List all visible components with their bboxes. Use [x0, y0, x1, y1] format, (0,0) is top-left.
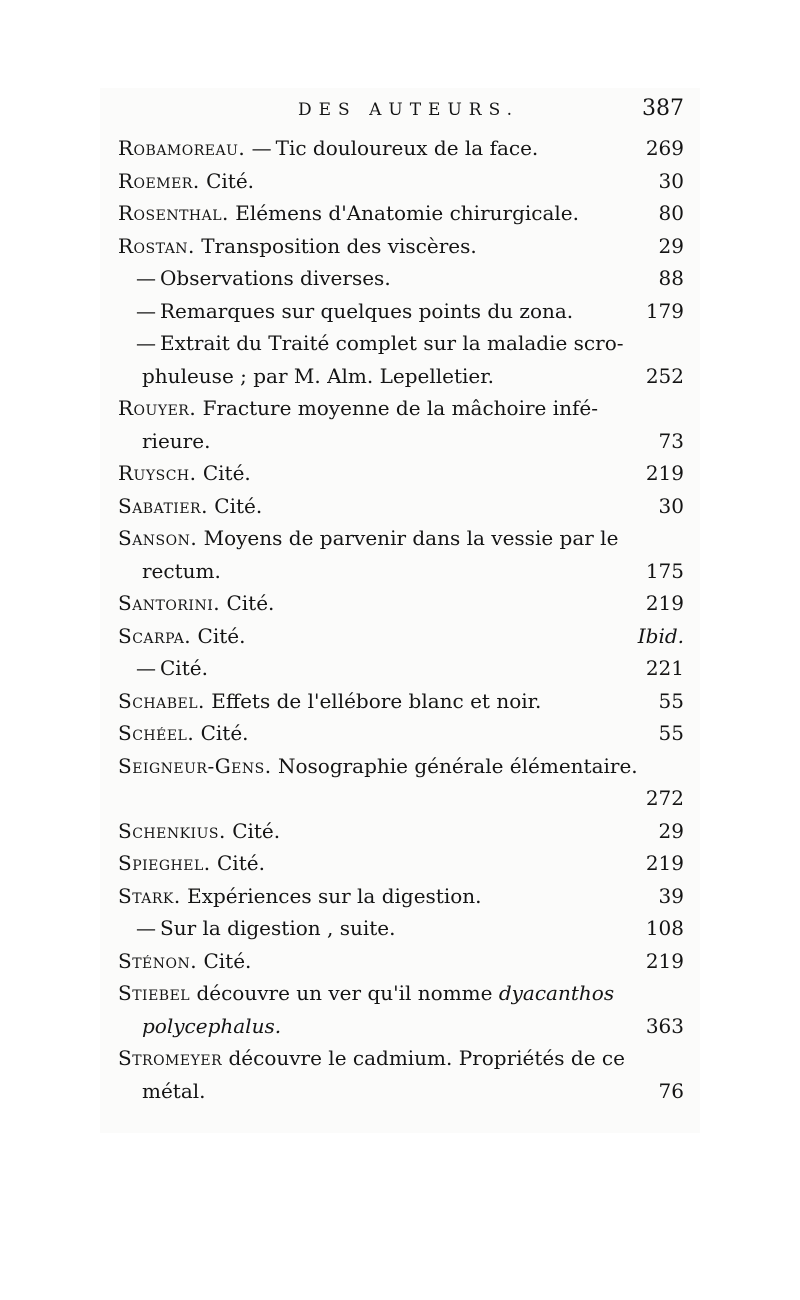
index-line — [118, 587, 684, 620]
author-name: Spieghel. — [118, 851, 211, 875]
index-line — [118, 1010, 684, 1043]
index-line — [118, 977, 684, 1010]
page-reference: 363 — [645, 1013, 684, 1038]
author-name: Sabatier. — [118, 493, 208, 518]
entry-text: Expériences sur la digestion. — [187, 883, 482, 908]
author-name: Rosenthal. — [118, 201, 229, 225]
entry-text: Effets de l'ellébore blanc et noir. — [211, 688, 542, 713]
page-reference: 175 — [645, 558, 684, 583]
dash: — — [136, 266, 156, 290]
dash: — — [136, 331, 156, 355]
page-reference: 76 — [658, 1078, 684, 1103]
page-reference: 219 — [645, 851, 684, 875]
index-line — [118, 295, 684, 328]
index-line — [118, 1075, 684, 1108]
page-reference: 55 — [658, 721, 684, 745]
entry-text: phuleuse ; par M. Alm. Lepelletier. — [142, 363, 494, 388]
index-line — [118, 522, 684, 555]
author-name: Stromeyer — [118, 1046, 223, 1070]
index-line — [118, 750, 684, 783]
dash: — — [136, 916, 156, 940]
index-line — [118, 717, 684, 750]
index-line — [118, 652, 684, 685]
entry-text: Fracture moyenne de la mâchoire infé- — [202, 396, 599, 420]
entry-text: découvre un ver qu'il nomme — [196, 981, 493, 1005]
page-reference: 30 — [658, 493, 684, 518]
author-name: Sanson. — [118, 526, 198, 550]
page-reference: 108 — [645, 916, 684, 940]
author-name: Schéel. — [118, 721, 195, 745]
page-reference: 219 — [645, 591, 684, 615]
entry-text: Moyens de parvenir dans la vessie par le — [203, 526, 619, 550]
index-line — [118, 1042, 684, 1075]
author-name: Ruysch. — [118, 461, 197, 485]
author-name: Stark. — [118, 883, 181, 908]
index-line — [118, 327, 684, 360]
index-line — [118, 457, 684, 490]
page-reference: 219 — [645, 948, 684, 973]
entry-text: rectum. — [142, 558, 221, 583]
entry-text: Cité. — [214, 493, 263, 518]
page-reference: 80 — [658, 201, 684, 225]
dash: — — [251, 136, 272, 160]
page-reference: 252 — [645, 363, 684, 388]
entry-text: Extrait du Traité complet sur la maladie scro- — [160, 331, 624, 355]
index-entries — [118, 132, 684, 1107]
page-reference: 29 — [658, 818, 684, 843]
page-reference: Ibid. — [637, 623, 684, 648]
index-line — [118, 425, 684, 458]
index-line — [118, 782, 684, 815]
author-name: Rostan. — [118, 233, 195, 258]
entry-text: Cité. — [206, 168, 255, 193]
index-line — [118, 880, 684, 913]
author-name: Schenkius. — [118, 818, 226, 843]
author-name: Schabel. — [118, 688, 205, 713]
index-line — [118, 360, 684, 393]
index-line — [118, 392, 684, 425]
index-line — [118, 555, 684, 588]
index-line — [118, 815, 684, 848]
index-line — [118, 620, 684, 653]
page-number: 387 — [642, 96, 684, 121]
entry-text: Nosographie générale élémentaire. — [277, 753, 638, 778]
entry-text: métal. — [142, 1078, 206, 1103]
index-line — [118, 230, 684, 263]
entry-text: Cité. — [203, 948, 252, 973]
index-line — [118, 685, 684, 718]
entry-text: Cité. — [200, 721, 249, 745]
index-line — [118, 945, 684, 978]
entry-text: rieure. — [142, 428, 211, 453]
entry-text: Cité. — [232, 818, 281, 843]
index-line — [118, 262, 684, 295]
page-reference: 272 — [645, 786, 684, 810]
author-name: Stiebel — [118, 981, 191, 1005]
index-line — [118, 132, 684, 165]
page-reference: 179 — [645, 298, 684, 323]
page-reference: 221 — [645, 656, 684, 680]
entry-text: découvre le cadmium. Propriétés de ce — [228, 1046, 625, 1070]
index-line — [118, 197, 684, 230]
dash: — — [136, 656, 156, 680]
entry-text: Cité. — [202, 461, 251, 485]
entry-text: Remarques sur quelques points du zona. — [160, 298, 574, 323]
index-line — [118, 847, 684, 880]
author-name: Seigneur-Gens. — [118, 753, 272, 778]
page-reference: 88 — [658, 266, 684, 290]
entry-text: Tic douloureux de la face. — [275, 136, 539, 160]
index-line — [118, 912, 684, 945]
entry-text: Cité. — [226, 591, 275, 615]
page-reference: 269 — [645, 136, 684, 160]
index-line — [118, 490, 684, 523]
entry-text: Sur la digestion , suite. — [160, 916, 396, 940]
entry-text: Cité. — [217, 851, 265, 875]
entry-text: Elémens d'Anatomie chirurgicale. — [235, 201, 579, 225]
author-name: Rouyer. — [118, 396, 197, 420]
author-name: Robamoreau. — [118, 136, 246, 160]
species-name: dyacanthos — [498, 981, 615, 1005]
page-reference: 55 — [658, 688, 684, 713]
page-reference: 219 — [645, 461, 684, 485]
author-name: Santorini. — [118, 591, 221, 615]
entry-text: Observations diverses. — [160, 266, 391, 290]
page-reference: 73 — [658, 428, 684, 453]
page-reference: 39 — [658, 883, 684, 908]
page-header — [118, 96, 684, 132]
species-name: polycephalus. — [142, 1013, 282, 1038]
entry-text: Transposition des viscères. — [201, 233, 477, 258]
index-line — [118, 165, 684, 198]
entry-text: Cité. — [197, 623, 246, 648]
author-name: Sténon. — [118, 948, 198, 973]
dash: — — [136, 298, 156, 323]
author-name: Roemer. — [118, 168, 200, 193]
entry-text: Cité. — [160, 656, 208, 680]
author-name: Scarpa. — [118, 623, 192, 648]
running-head: DES AUTEURS. — [298, 100, 520, 120]
page-reference: 29 — [658, 233, 684, 258]
page-reference: 30 — [658, 168, 684, 193]
